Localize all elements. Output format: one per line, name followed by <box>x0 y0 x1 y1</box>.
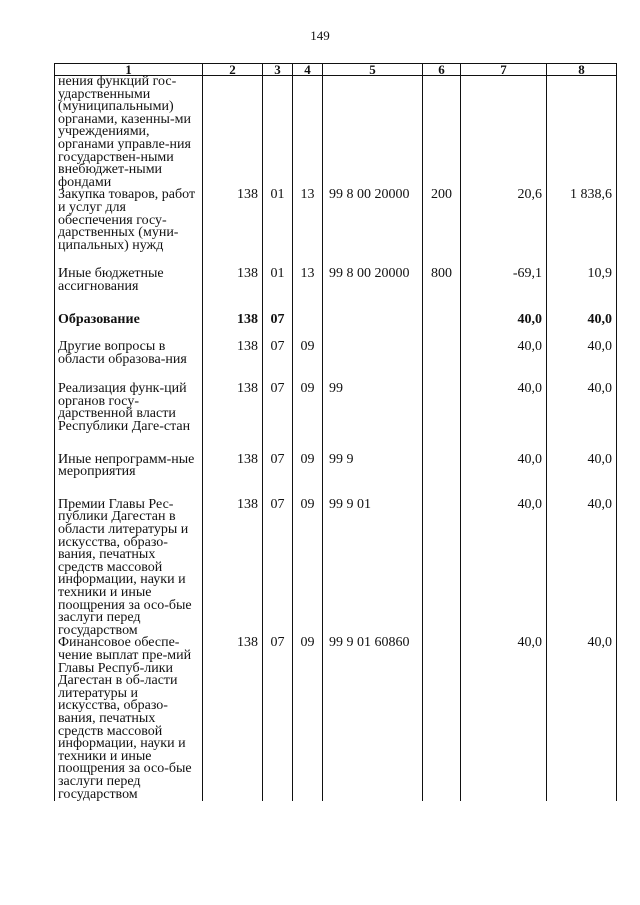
code-ministry: 138 <box>203 314 263 342</box>
code-target-article: 99 8 00 20000 <box>323 189 423 268</box>
code-subsection <box>293 314 323 342</box>
item-name: Финансовое обеспе-чение выплат пре-мий Главы Респуб-лики Дагестан в об-ласти литературы и искусства, образо-вания, печатных средств массовой информации, науки и техники и иные поощрения за осо-бые заслуги перед государством <box>55 637 203 801</box>
code-section: 07 <box>263 637 293 801</box>
code-section <box>263 76 293 190</box>
item-name: Реализация функ-ций органов госу-дарственной власти Республики Даге-стан <box>55 383 203 453</box>
code-subsection: 09 <box>293 341 323 383</box>
amount-change: 40,0 <box>461 383 547 453</box>
header-col-2: 2 <box>203 64 263 76</box>
amount-change: 40,0 <box>461 637 547 801</box>
table-row <box>55 314 617 342</box>
code-target-article: 99 8 00 20000 <box>323 268 423 313</box>
header-col-8: 8 <box>547 64 617 76</box>
code-expense-type <box>423 314 461 342</box>
code-subsection: 13 <box>293 268 323 313</box>
code-target-article <box>323 314 423 342</box>
amount-change: 40,0 <box>461 341 547 383</box>
amount-total: 40,0 <box>547 341 617 383</box>
code-section: 01 <box>263 268 293 313</box>
code-expense-type <box>423 383 461 453</box>
amount-total <box>547 76 617 190</box>
code-ministry: 138 <box>203 341 263 383</box>
amount-total: 1 838,6 <box>547 189 617 268</box>
code-expense-type <box>423 341 461 383</box>
table-row <box>55 341 617 383</box>
amount-change: 40,0 <box>461 314 547 342</box>
code-expense-type <box>423 454 461 499</box>
code-target-article: 99 9 01 <box>323 499 423 638</box>
code-target-article <box>323 341 423 383</box>
code-section: 07 <box>263 341 293 383</box>
item-name: нения функций гос-ударственными (муниципальными) органами, казенны-ми учреждениями, органами управле-ния государствен-ными внебюджет-ными фондами <box>55 76 203 190</box>
code-subsection <box>293 76 323 190</box>
code-target-article: 99 <box>323 383 423 453</box>
code-target-article: 99 9 01 60860 <box>323 637 423 801</box>
code-target-article <box>323 76 423 190</box>
amount-total: 40,0 <box>547 314 617 342</box>
code-section: 07 <box>263 499 293 638</box>
code-expense-type: 200 <box>423 189 461 268</box>
table-body <box>55 76 617 802</box>
item-name: Образование <box>55 314 203 342</box>
table-row <box>55 499 617 638</box>
amount-total: 40,0 <box>547 637 617 801</box>
amount-total: 10,9 <box>547 268 617 313</box>
header-col-3: 3 <box>263 64 293 76</box>
header-col-6: 6 <box>423 64 461 76</box>
amount-total: 40,0 <box>547 499 617 638</box>
code-expense-type <box>423 637 461 801</box>
table-row <box>55 76 617 190</box>
code-section: 07 <box>263 383 293 453</box>
code-ministry: 138 <box>203 499 263 638</box>
code-ministry: 138 <box>203 637 263 801</box>
code-subsection: 09 <box>293 499 323 638</box>
code-target-article: 99 9 <box>323 454 423 499</box>
table-row <box>55 189 617 268</box>
header-col-4: 4 <box>293 64 323 76</box>
code-ministry: 138 <box>203 268 263 313</box>
page-number: 149 <box>310 28 330 43</box>
code-subsection: 09 <box>293 383 323 453</box>
code-section: 07 <box>263 314 293 342</box>
code-expense-type <box>423 499 461 638</box>
table-row <box>55 268 617 313</box>
code-ministry: 138 <box>203 189 263 268</box>
item-name: Другие вопросы в области образова-ния <box>55 341 203 383</box>
code-section: 07 <box>263 454 293 499</box>
code-subsection: 09 <box>293 637 323 801</box>
item-name: Премии Главы Рес-публики Дагестан в области литературы и искусства, образо-вания, печатных средств массовой информации, науки и техники и иные поощрения за осо-бые заслуги перед государством <box>55 499 203 638</box>
amount-change: 40,0 <box>461 454 547 499</box>
code-section: 01 <box>263 189 293 268</box>
code-subsection: 09 <box>293 454 323 499</box>
code-expense-type: 800 <box>423 268 461 313</box>
code-ministry: 138 <box>203 454 263 499</box>
amount-change <box>461 76 547 190</box>
code-ministry: 138 <box>203 383 263 453</box>
amount-total: 40,0 <box>547 454 617 499</box>
amount-change: 40,0 <box>461 499 547 638</box>
item-name: Закупка товаров, работ и услуг для обеспечения госу-дарственных (муни-ципальных) нужд <box>55 189 203 268</box>
amount-change: -69,1 <box>461 268 547 313</box>
amount-change: 20,6 <box>461 189 547 268</box>
table-row <box>55 637 617 801</box>
code-subsection: 13 <box>293 189 323 268</box>
item-name: Иные бюджетные ассигнования <box>55 268 203 313</box>
code-ministry <box>203 76 263 190</box>
table-row <box>55 454 617 499</box>
item-name: Иные непрограмм-ные мероприятия <box>55 454 203 499</box>
table-row <box>55 383 617 453</box>
header-col-1: 1 <box>55 64 203 76</box>
header-col-7: 7 <box>461 64 547 76</box>
amount-total: 40,0 <box>547 383 617 453</box>
budget-table <box>54 63 617 801</box>
code-expense-type <box>423 76 461 190</box>
header-col-5: 5 <box>323 64 423 76</box>
